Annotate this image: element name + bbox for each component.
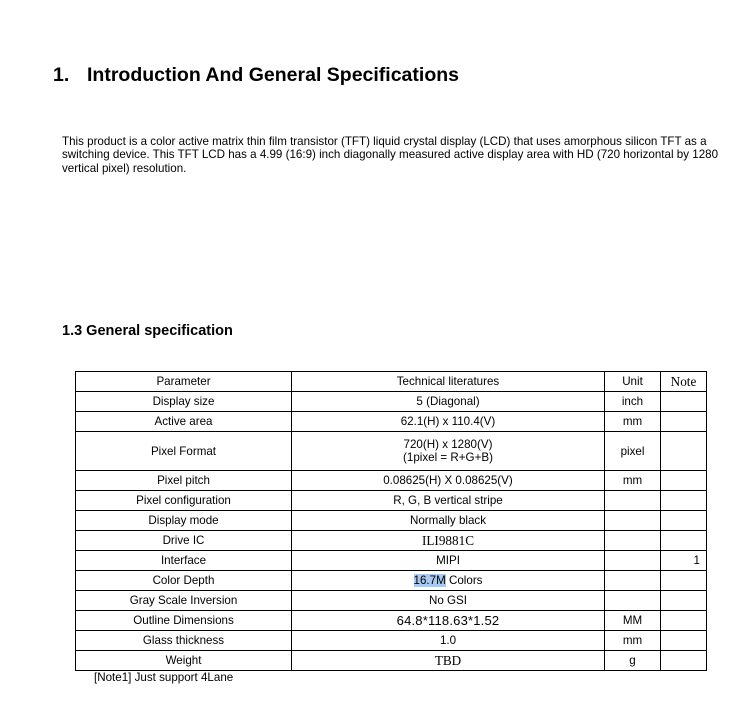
cell-value: 1.0 bbox=[292, 631, 605, 651]
cell-value-line2: (1pixel = R+G+B) bbox=[403, 451, 493, 464]
table-row bbox=[76, 471, 707, 491]
cell-note bbox=[661, 432, 707, 471]
cell-unit bbox=[605, 591, 661, 611]
cell-parameter: Outline Dimensions bbox=[76, 611, 292, 631]
intro-paragraph: This product is a color active matrix thin film transistor (TFT) liquid crystal display (LCD) that uses amorphous silicon TFT as a switching device. This TFT LCD has a 4.99 (16:9) inch diagonally measured active display area with HD (720 horizontal by 1280 vertical pixel) resolution. bbox=[62, 135, 719, 175]
cell-unit bbox=[605, 531, 661, 551]
cell-note bbox=[661, 651, 707, 671]
cell-unit: mm bbox=[605, 412, 661, 432]
cell-unit bbox=[605, 551, 661, 571]
table-row bbox=[76, 432, 707, 471]
header-parameter: Parameter bbox=[76, 372, 292, 392]
cell-value bbox=[292, 432, 605, 471]
header-note: Note bbox=[661, 372, 707, 392]
table-row bbox=[76, 611, 707, 631]
cell-value: R, G, B vertical stripe bbox=[292, 491, 605, 511]
cell-value bbox=[292, 571, 605, 591]
header-unit: Unit bbox=[605, 372, 661, 392]
cell-note bbox=[661, 611, 707, 631]
cell-unit: mm bbox=[605, 631, 661, 651]
table-row bbox=[76, 531, 707, 551]
cell-value: TBD bbox=[292, 651, 605, 671]
table-row bbox=[76, 412, 707, 432]
header-technical-literatures: Technical literatures bbox=[292, 372, 605, 392]
cell-parameter: Color Depth bbox=[76, 571, 292, 591]
cell-value: ILI9881C bbox=[292, 531, 605, 551]
table-row bbox=[76, 511, 707, 531]
section-number: 1. bbox=[53, 64, 70, 86]
cell-parameter: Pixel pitch bbox=[76, 471, 292, 491]
cell-parameter: Pixel Format bbox=[76, 432, 292, 471]
cell-unit: inch bbox=[605, 392, 661, 412]
section-title: Introduction And General Specifications bbox=[87, 64, 459, 86]
cell-value: 62.1(H) x 110.4(V) bbox=[292, 412, 605, 432]
cell-note bbox=[661, 412, 707, 432]
subsection-heading: 1.3 General specification bbox=[62, 323, 233, 339]
cell-parameter: Pixel configuration bbox=[76, 491, 292, 511]
cell-unit: pixel bbox=[605, 432, 661, 471]
table-row bbox=[76, 392, 707, 412]
table-row bbox=[76, 551, 707, 571]
cell-value: 0.08625(H) X 0.08625(V) bbox=[292, 471, 605, 491]
cell-parameter: Drive IC bbox=[76, 531, 292, 551]
cell-value-line1: 720(H) x 1280(V) bbox=[403, 438, 493, 451]
table-footnote: [Note1] Just support 4Lane bbox=[94, 671, 234, 684]
cell-unit bbox=[605, 511, 661, 531]
cell-value: MIPI bbox=[292, 551, 605, 571]
cell-note bbox=[661, 511, 707, 531]
cell-value: 5 (Diagonal) bbox=[292, 392, 605, 412]
cell-unit: g bbox=[605, 651, 661, 671]
cell-parameter: Display size bbox=[76, 392, 292, 412]
table-header-row bbox=[76, 372, 707, 392]
cell-value-rest: Colors bbox=[445, 574, 483, 587]
cell-unit: mm bbox=[605, 471, 661, 491]
table-row bbox=[76, 591, 707, 611]
cell-value: 64.8*118.63*1.52 bbox=[292, 611, 605, 631]
text-selection-highlight[interactable]: 16.7M bbox=[413, 574, 446, 587]
cell-parameter: Display mode bbox=[76, 511, 292, 531]
cell-note bbox=[661, 531, 707, 551]
cell-note: 1 bbox=[661, 551, 707, 571]
section-heading bbox=[53, 64, 459, 87]
cell-note bbox=[661, 591, 707, 611]
table-row bbox=[76, 651, 707, 671]
spec-table bbox=[75, 371, 707, 671]
cell-parameter: Gray Scale Inversion bbox=[76, 591, 292, 611]
cell-value: Normally black bbox=[292, 511, 605, 531]
cell-parameter: Active area bbox=[76, 412, 292, 432]
cell-parameter: Interface bbox=[76, 551, 292, 571]
cell-unit bbox=[605, 491, 661, 511]
cell-unit: MM bbox=[605, 611, 661, 631]
cell-note bbox=[661, 471, 707, 491]
table-row bbox=[76, 571, 707, 591]
cell-note bbox=[661, 571, 707, 591]
cell-parameter: Weight bbox=[76, 651, 292, 671]
cell-note bbox=[661, 491, 707, 511]
table-row bbox=[76, 631, 707, 651]
cell-unit bbox=[605, 571, 661, 591]
cell-note bbox=[661, 392, 707, 412]
table-row bbox=[76, 491, 707, 511]
cell-value: No GSI bbox=[292, 591, 605, 611]
cell-note bbox=[661, 631, 707, 651]
cell-parameter: Glass thickness bbox=[76, 631, 292, 651]
